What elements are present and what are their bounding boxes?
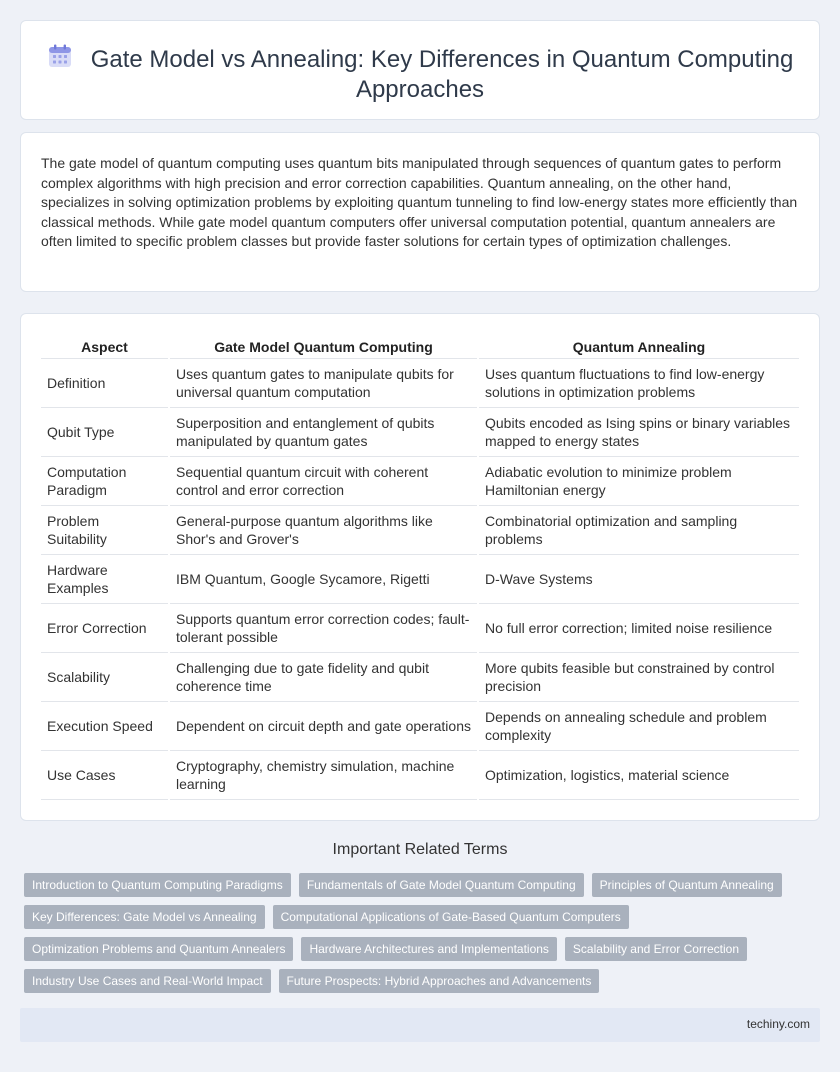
- annealing-cell: More qubits feasible but constrained by control precision: [478, 652, 799, 701]
- gate-model-cell: Cryptography, chemistry simulation, machine learning: [169, 750, 478, 799]
- annealing-cell: Combinatorial optimization and sampling problems: [478, 505, 799, 554]
- annealing-cell: Qubits encoded as Ising spins or binary variables mapped to energy states: [478, 407, 799, 456]
- related-term-tag[interactable]: Principles of Quantum Annealing: [592, 873, 782, 897]
- table-row: [41, 603, 799, 652]
- gate-model-cell: General-purpose quantum algorithms like Shor's and Grover's: [169, 505, 478, 554]
- gate-model-cell: Dependent on circuit depth and gate operations: [169, 701, 478, 750]
- gate-model-cell: IBM Quantum, Google Sycamore, Rigetti: [169, 554, 478, 603]
- tag-row: [24, 937, 814, 961]
- intro-card: [20, 132, 820, 292]
- table-row: [41, 701, 799, 750]
- gate-model-cell: Uses quantum gates to manipulate qubits for universal quantum computation: [169, 358, 478, 407]
- related-terms-title: Important Related Terms: [332, 841, 508, 858]
- gate-model-cell: Supports quantum error correction codes; fault-tolerant possible: [169, 603, 478, 652]
- gate-model-cell: Superposition and entanglement of qubits manipulated by quantum gates: [169, 407, 478, 456]
- site-link[interactable]: techiny.com: [746, 1017, 810, 1031]
- gate-model-cell: Sequential quantum circuit with coherent control and error correction: [169, 456, 478, 505]
- annealing-cell: D-Wave Systems: [478, 554, 799, 603]
- calendar-icon: [47, 43, 73, 69]
- table-row: [41, 652, 799, 701]
- related-term-tag[interactable]: Computational Applications of Gate-Based Quantum Computers: [273, 905, 629, 929]
- related-term-tag[interactable]: Key Differences: Gate Model vs Annealing: [24, 905, 265, 929]
- related-term-tag[interactable]: Scalability and Error Correction: [565, 937, 747, 961]
- aspect-cell: Scalability: [41, 652, 169, 701]
- aspect-cell: Execution Speed: [41, 701, 169, 750]
- page-title: Gate Model vs Annealing: Key Differences in Quantum Computing Approaches: [90, 46, 794, 103]
- aspect-cell: Error Correction: [41, 603, 169, 652]
- table-row: [41, 554, 799, 603]
- tag-row: [24, 905, 814, 929]
- tag-row: [24, 969, 814, 993]
- aspect-cell: Definition: [41, 358, 169, 407]
- table-row: [41, 505, 799, 554]
- aspect-cell: Computation Paradigm: [41, 456, 169, 505]
- related-term-tag[interactable]: Fundamentals of Gate Model Quantum Computing: [299, 873, 584, 897]
- annealing-cell: Optimization, logistics, material science: [478, 750, 799, 799]
- annealing-cell: No full error correction; limited noise resilience: [478, 603, 799, 652]
- aspect-cell: Qubit Type: [41, 407, 169, 456]
- header-gate-model: Gate Model Quantum Computing: [169, 336, 478, 358]
- related-terms-tags: [24, 873, 814, 1001]
- annealing-cell: Depends on annealing schedule and problem complexity: [478, 701, 799, 750]
- comparison-table-card: [20, 313, 820, 821]
- related-term-tag[interactable]: Introduction to Quantum Computing Paradigms: [24, 873, 291, 897]
- header-card: [20, 20, 820, 120]
- header-aspect: Aspect: [41, 336, 169, 358]
- gate-model-cell: Challenging due to gate fidelity and qubit coherence time: [169, 652, 478, 701]
- header-annealing: Quantum Annealing: [478, 336, 799, 358]
- aspect-cell: Hardware Examples: [41, 554, 169, 603]
- comparison-table: [41, 336, 799, 800]
- annealing-cell: Uses quantum fluctuations to find low-energy solutions in optimization problems: [478, 358, 799, 407]
- aspect-cell: Use Cases: [41, 750, 169, 799]
- table-row: [41, 456, 799, 505]
- table-row: [41, 358, 799, 407]
- table-row: [41, 750, 799, 799]
- related-term-tag[interactable]: Future Prospects: Hybrid Approaches and Advancements: [279, 969, 600, 993]
- page-title-row: [45, 43, 795, 105]
- aspect-cell: Problem Suitability: [41, 505, 169, 554]
- tag-row: [24, 873, 814, 897]
- annealing-cell: Adiabatic evolution to minimize problem Hamiltonian energy: [478, 456, 799, 505]
- intro-paragraph: The gate model of quantum computing uses quantum bits manipulated through sequences of quantum gates to perform complex algorithms with high precision and error correction capabilities. Quantum annealing, on the other hand, specializes in solving optimization problems by exploiting quantum tunneling to find low-energy states more efficiently than classical methods. While gate model quantum computers offer universal computation potential, quantum annealers are often limited to specific problem classes but provide faster solutions for certain types of optimization challenges.: [41, 155, 798, 250]
- table-row: [41, 407, 799, 456]
- table-header-row: [41, 336, 799, 358]
- footer: [20, 1008, 820, 1042]
- related-term-tag[interactable]: Optimization Problems and Quantum Annealers: [24, 937, 293, 961]
- related-term-tag[interactable]: Hardware Architectures and Implementations: [301, 937, 556, 961]
- related-term-tag[interactable]: Industry Use Cases and Real-World Impact: [24, 969, 271, 993]
